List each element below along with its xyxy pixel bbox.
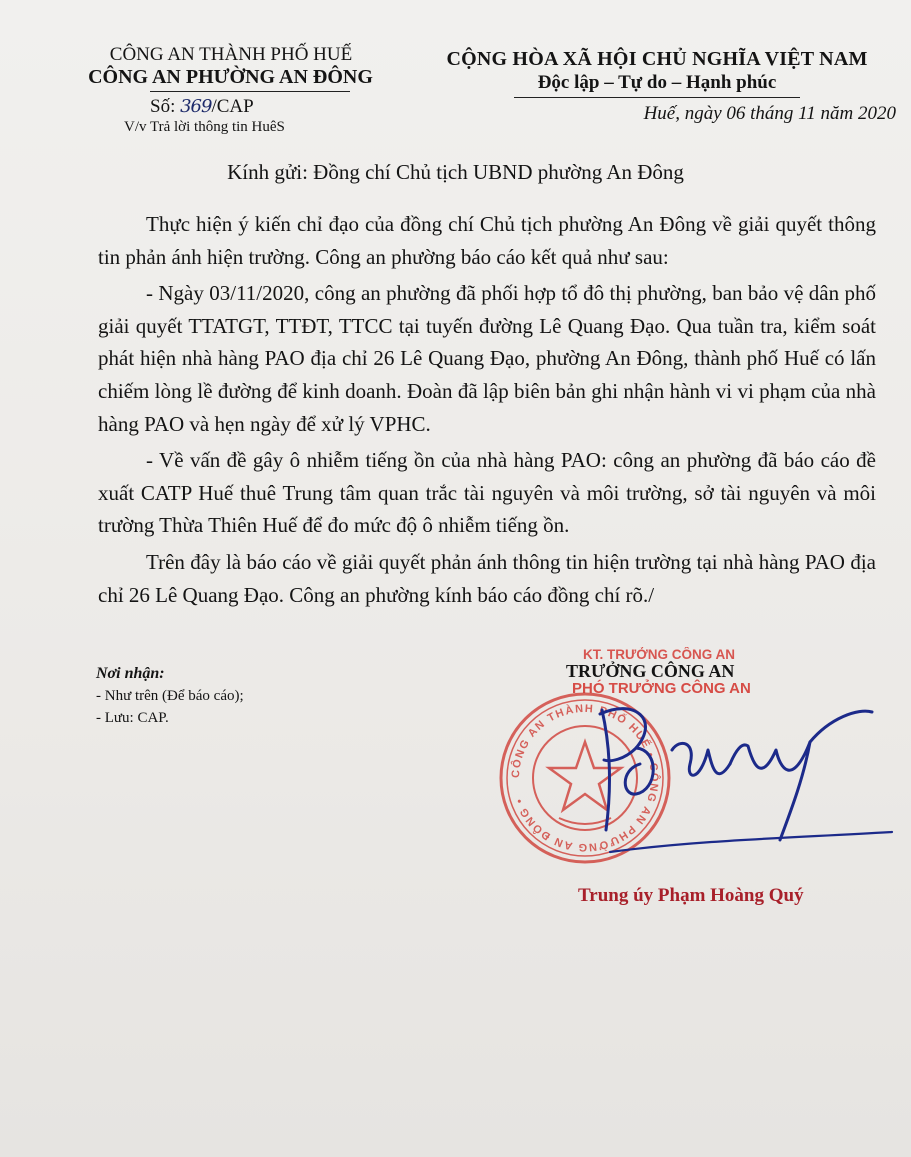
body-paragraph: Thực hiện ý kiến chỉ đạo của đồng chí Chủ tịch phường An Đông về giải quyết thông tin phản ánh hiện trường. Công an phường báo cáo kết quả như sau: (98, 212, 876, 269)
body-paragraph: - Ngày 03/11/2020, công an phường đã phối hợp tổ đô thị phường, ban bảo vệ dân phố giải quyết TTATGT, TTĐT, TTCC tại tuyến đường Lê Quang Đạo. Qua tuần tra, kiểm soát phát hiện nhà hàng PAO địa chỉ 26 Lê Quang Đạo, phường An Đông, thành phố Huế có lấn chiếm lòng lề đường để kinh doanh. Đoàn đã lập biên bản ghi nhận hành vi vi phạm của nhà hàng PAO và hẹn ngày để xử lý VPHC. (98, 281, 876, 436)
recipients-item: - Lưu: CAP. (96, 710, 169, 726)
handwritten-signature (540, 690, 900, 860)
stamp-deputy-title: PHÓ TRƯỞNG CÔNG AN (572, 680, 751, 697)
body-paragraph: Trên đây là báo cáo về giải quyết phản ánh thông tin hiện trường tại nhà hàng PAO địa chỉ 26 Lê Quang Đạo. Công an phường kính báo cáo đồng chí rõ./ (98, 549, 876, 607)
recipients-title: Nơi nhận: (96, 665, 165, 682)
document-number-suffix: /CAP (211, 96, 254, 117)
agency-parent: CÔNG AN THÀNH PHỐ HUẾ (109, 44, 353, 65)
signer-name: Trung úy Phạm Hoàng Quý (578, 885, 804, 906)
document-body (98, 208, 876, 611)
document-subject: V/v Trả lời thông tin HuêS (124, 119, 285, 135)
recipient-line: Kính gửi: Đồng chí Chủ tịch UBND phường An Đông (227, 160, 684, 184)
signature-title: TRƯỞNG CÔNG AN (566, 661, 735, 681)
body-paragraph: - Về vấn đề gây ô nhiễm tiếng ồn của nhà hàng PAO: công an phường đã báo cáo đề xuất CATP Huế thuê Trung tâm quan trắc tài nguyên và môi trường, sở tài nguyên và môi trường Thừa Thiên Huế để đo mức độ ô nhiễm tiếng ồn. (98, 448, 876, 538)
agency-underline (150, 91, 350, 92)
national-motto: Độc lập – Tự do – Hạnh phúc (537, 72, 777, 93)
agency-name: CÔNG AN PHƯỜNG AN ĐÔNG (88, 66, 373, 88)
motto-underline (514, 97, 800, 98)
document-number-prefix: Số: (150, 96, 181, 117)
stamp-kt-title: KT. TRƯỞNG CÔNG AN (583, 647, 735, 662)
recipients-item: - Như trên (Để báo cáo); (96, 688, 244, 704)
seal-lettering: CÔNG AN THÀNH PHỐ HUẾ • CÔNG AN PHƯỜNG AN ĐÔNG • (509, 702, 661, 854)
document-number-handwritten: 369 (180, 96, 212, 117)
country-name: CỘNG HÒA XÃ HỘI CHỦ NGHĨA VIỆT NAM (446, 48, 868, 70)
document-number (150, 96, 254, 118)
date-line: Huế, ngày 06 tháng 11 năm 2020 (643, 103, 896, 124)
